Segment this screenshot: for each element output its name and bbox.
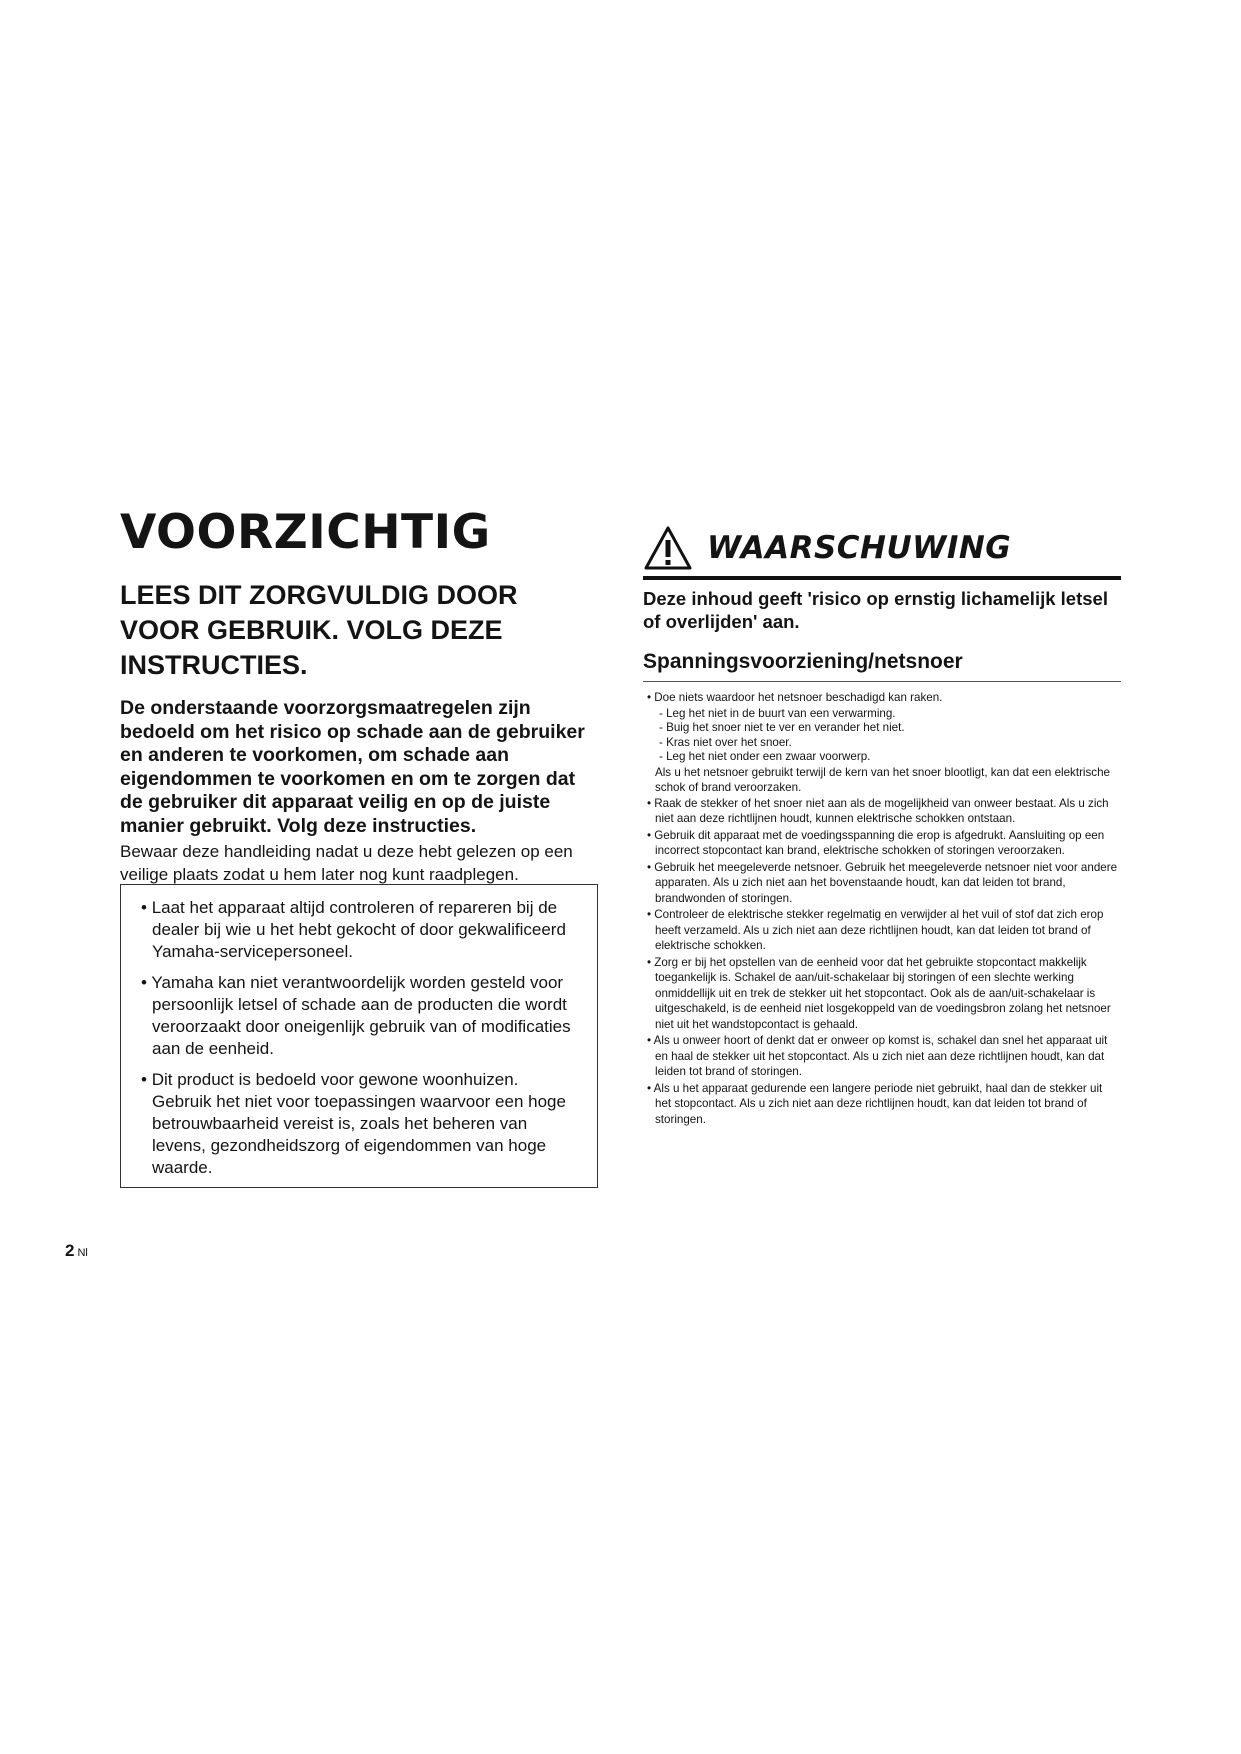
caution-subtitle: LEES DIT ZORGVULDIG DOOR VOOR GEBRUIK. VOLG DEZE INSTRUCTIES.	[120, 580, 518, 680]
section-title: Spanningsvoorziening/netsnoer	[643, 650, 963, 673]
notice-item: • Dit product is bedoeld voor gewone woonhuizen. Gebruik het niet voor toepassingen waarvoor een hoge betrouwbaarheid vereist is, zoals het beheren van levens, gezondheidszorg of eigendommen van hoge waarde.	[141, 1070, 566, 1177]
list-subitem: - Buig het snoer niet te ver en verander het niet.	[659, 721, 905, 734]
caution-title: VOORZICHTIG	[120, 505, 491, 560]
section-divider	[643, 681, 1121, 682]
list-subitem: - Leg het niet onder een zwaar voorwerp.	[659, 750, 871, 763]
list-item: • Controleer de elektrische stekker regelmatig en verwijder al het vuil of stof dat zich erop heeft verzameld. Als u zich niet aan deze richtlijnen houdt, kan dat leiden tot brand of elektrische schokken.	[647, 908, 1104, 952]
page-footer	[65, 1241, 88, 1261]
page-number: 2	[65, 1241, 75, 1260]
list-item: • Raak de stekker of het snoer niet aan als de mogelijkheid van onweer bestaat. Als u zich niet aan deze richtlijnen houdt, kunnen elektrische schokken ontstaan.	[647, 796, 1109, 825]
warning-divider	[643, 576, 1121, 580]
list-item: • Als u het apparaat gedurende een langere periode niet gebruikt, haal dan de stekker uit het stopcontact. Als u zich niet aan deze richtlijnen houdt, kan dat leiden tot brand of storingen.	[647, 1081, 1103, 1126]
list-item: • Gebruik dit apparaat met de voedingsspanning die erop is afgedrukt. Aansluiting op een incorrect stopcontact kan brand, elektrische schokken of storingen veroorzaken.	[647, 828, 1105, 857]
notice-item: • Laat het apparaat altijd controleren of repareren bij de dealer bij wie u het hebt gekocht of door gekwalificeerd Yamaha-servicepersoneel.	[141, 898, 566, 961]
caution-column	[120, 505, 600, 886]
intro-text: Bewaar deze handleiding nadat u deze hebt gelezen op een veilige plaats zodat u hem later nog kunt raadplegen.	[120, 842, 573, 884]
list-item: • Gebruik het meegeleverde netsnoer. Gebruik het meegeleverde netsnoer niet voor andere apparaten. Als u zich niet aan het bovenstaande houdt, kan dat leiden tot brand, brandwonden of storingen.	[647, 860, 1118, 905]
warning-list	[643, 690, 1121, 1127]
warning-column	[643, 522, 1121, 1128]
warning-header	[643, 522, 1121, 574]
list-item-continuation: Als u het netsnoer gebruikt terwijl de kern van het snoer blootligt, kan dat een elektrische schok of brand veroorzaken.	[655, 765, 1110, 794]
list-item: • Als u onweer hoort of denkt dat er onweer op komst is, schakel dan snel het apparaat uit en haal de stekker uit het stopcontact. Als u zich niet aan deze richtlijnen houdt, kan dat leiden tot brand of storingen.	[647, 1034, 1108, 1078]
warning-description: Deze inhoud geeft 'risico op ernstig lichamelijk letsel of overlijden' aan.	[643, 588, 1108, 632]
list-subitem: - Leg het niet in de buurt van een verwarming.	[659, 706, 896, 720]
language-code: Nl	[77, 1247, 88, 1259]
notice-item: • Yamaha kan niet verantwoordelijk worden gesteld voor persoonlijk letsel of schade aan de producten die wordt veroorzaakt door oneigenlijk gebruik van of modificaties aan de eenheid.	[141, 973, 571, 1058]
list-item: • Zorg er bij het opstellen van de eenheid voor dat het gebruikte stopcontact makkelijk toegankelijk is. Schakel de aan/uit-schakelaar bij storingen of een slechte werking onmiddellijk uit en trek de stekker uit het stopcontact. Ook als de aan/uit-schakelaar is uitgeschakeld, is de eenheid niet losgekoppeld van de voedingsbron zolang het netsnoer niet uit het wandstopcontact is gehaald.	[647, 955, 1111, 1031]
warning-triangle-icon	[643, 525, 693, 571]
list-item: • Doe niets waardoor het netsnoer beschadigd kan raken.	[647, 691, 943, 704]
list-subitem: - Kras niet over het snoer.	[659, 735, 792, 749]
warning-title: WAARSCHUWING	[707, 530, 1012, 566]
intro-bold-text: De onderstaande voorzorgsmaatregelen zijn bedoeld om het risico op schade aan de gebruiker en anderen te voorkomen, om schade aan eigendommen te voorkomen en om te zorgen dat de gebruiker dit apparaat veilig en op de juiste manier gebruikt. Volg deze instructies.	[120, 697, 585, 837]
notice-box	[120, 884, 598, 1188]
